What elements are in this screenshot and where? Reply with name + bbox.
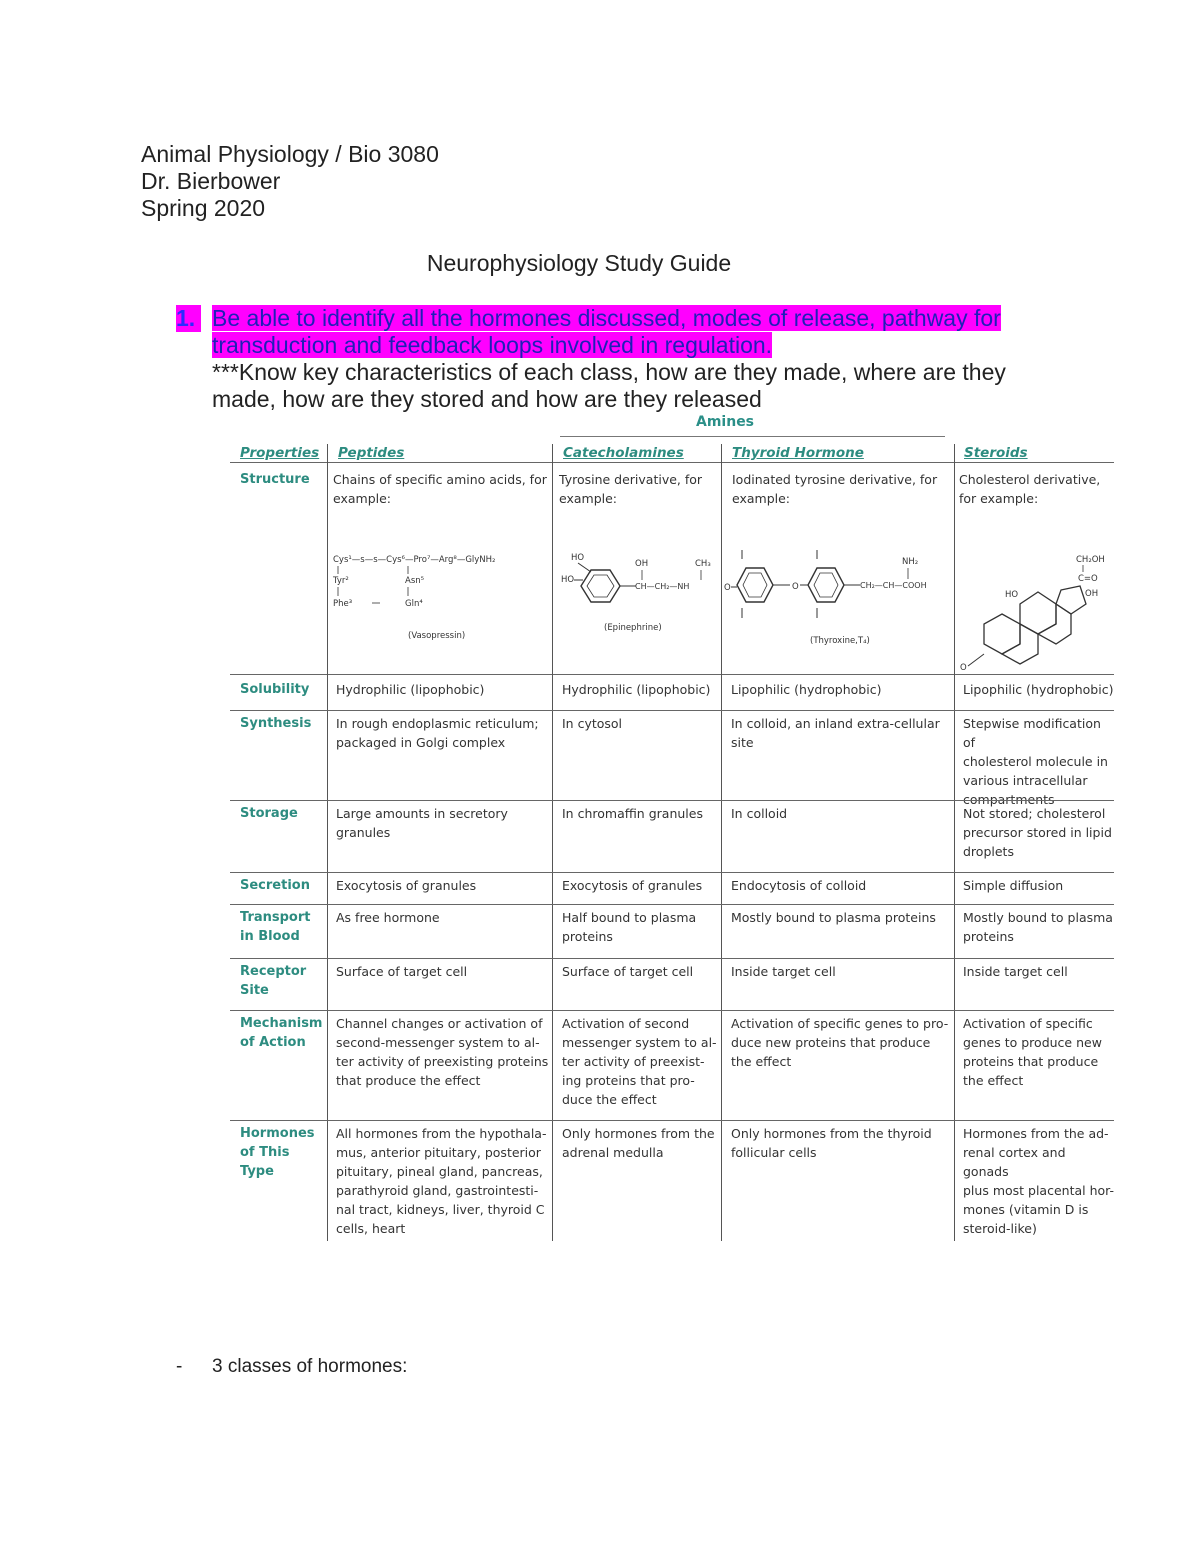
bullet-dash: - — [176, 1356, 183, 1377]
cell-line: the effect — [963, 1073, 1024, 1088]
question-number: 1. — [176, 305, 201, 332]
cell-line: Activation of specific genes to pro- — [731, 1016, 949, 1031]
cell-line: Exocytosis of granules — [562, 878, 703, 893]
row-rule — [230, 904, 1114, 905]
table-row — [230, 876, 1114, 904]
cell-line: Mostly bound to plasma — [963, 910, 1113, 925]
cell-line: cholesterol molecule in — [963, 754, 1108, 769]
table-row — [230, 962, 1114, 1010]
cell-steroids — [963, 962, 1068, 981]
cell-line: that produce the effect — [336, 1073, 481, 1088]
amines-group-rule — [560, 436, 945, 437]
cell-line: Activation of specific — [963, 1016, 1093, 1031]
row-label-line: Site — [240, 983, 269, 998]
cell-catecholamines — [562, 804, 703, 823]
cell-line: Inside target cell — [731, 964, 836, 979]
row-label-line: Synthesis — [240, 716, 312, 731]
row-label — [240, 908, 310, 946]
header-thyroid: Thyroid Hormone — [732, 445, 864, 461]
cell-line: adrenal medulla — [562, 1145, 664, 1160]
cell-line: droplets — [963, 844, 1014, 859]
cell-steroids — [963, 804, 1112, 861]
structure-peptides — [333, 470, 548, 508]
cell-line: In colloid, an inland extra-cellular — [731, 716, 940, 731]
row-label-line: in Blood — [240, 929, 300, 944]
cort-ho: HO — [1005, 590, 1019, 600]
cell-peptides — [336, 1124, 546, 1238]
cell-catecholamines — [562, 908, 696, 946]
table-row-structure — [230, 470, 1114, 675]
header-steroids: Steroids — [964, 445, 1028, 461]
structure-thyroid — [732, 470, 957, 508]
cell-line: proteins — [963, 929, 1014, 944]
cell-peptides — [336, 680, 484, 699]
row-label-line: of This — [240, 1145, 290, 1160]
cell-line: Hormones from the ad- — [963, 1126, 1109, 1141]
row-rule — [230, 1010, 1114, 1011]
cell-line: genes to produce new — [963, 1035, 1102, 1050]
cell-line: parathyroid gland, gastrointesti- — [336, 1183, 539, 1198]
header-peptides: Peptides — [338, 445, 405, 461]
cell-steroids — [963, 1124, 1114, 1238]
cell-line: Exocytosis of granules — [336, 878, 477, 893]
cell-line: steroid-like) — [963, 1221, 1037, 1236]
cell-steroids — [963, 876, 1063, 895]
cell-line: Not stored; cholesterol — [963, 806, 1106, 821]
cell-peptides — [336, 804, 508, 842]
epi-ho-top: HO — [571, 553, 585, 563]
cell-peptides — [336, 714, 539, 752]
cell-line: Lipophilic (hydrophobic) — [963, 682, 1114, 697]
cell-catecholamines — [562, 680, 710, 699]
cort-o: O — [960, 663, 967, 673]
cell-line: Half bound to plasma — [562, 910, 697, 925]
epinephrine-caption: (Epinephrine) — [604, 623, 662, 633]
cell-line: follicular cells — [731, 1145, 817, 1160]
cell-thyroid — [731, 680, 881, 699]
cell-line: Surface of target cell — [336, 964, 468, 979]
cell-line: Mostly bound to plasma proteins — [731, 910, 936, 925]
cell-line: nal tract, kidneys, liver, thyroid C — [336, 1202, 545, 1217]
highlighted-text-line-1: Be able to identify all the hormones discussed, modes of release, pathway for — [212, 305, 1001, 331]
epinephrine-structure — [558, 550, 723, 650]
cell-line: plus most placental hor- — [963, 1183, 1115, 1198]
cell-line: Endocytosis of colloid — [731, 878, 867, 893]
thyroxine-caption: (Thyroxine,T₄) — [810, 636, 870, 646]
cell-line: Simple diffusion — [963, 878, 1064, 893]
row-rule — [230, 958, 1114, 959]
structure-thyroid-line: Iodinated tyrosine derivative, for — [732, 472, 938, 487]
cell-line: mones (vitamin D is — [963, 1202, 1089, 1217]
cell-line: pituitary, pineal gland, pancreas, — [336, 1164, 543, 1179]
row-rule — [230, 1120, 1114, 1121]
row-label-line: Solubility — [240, 682, 310, 697]
cort-ch2oh: CH₂OH — [1076, 555, 1105, 565]
structure-catecholamines-line: Tyrosine derivative, for — [559, 472, 703, 487]
cell-catecholamines — [562, 1124, 715, 1162]
cort-co: C=O — [1078, 574, 1098, 584]
cell-line: In colloid — [731, 806, 788, 821]
cell-line: proteins that produce — [963, 1054, 1099, 1069]
note-line-2: made, how are they stored and how are they released — [212, 386, 762, 412]
bullet-text: 3 classes of hormones: — [212, 1356, 408, 1377]
cell-line: As free hormone — [336, 910, 440, 925]
row-label-line: Receptor — [240, 964, 307, 979]
header-rule — [230, 462, 1114, 463]
cell-line: ing proteins that pro- — [562, 1073, 695, 1088]
cell-line: In chromaffin granules — [562, 806, 703, 821]
cell-steroids — [963, 714, 1114, 809]
header-catecholamines: Catecholamines — [563, 445, 684, 461]
page-title: Neurophysiology Study Guide — [426, 250, 732, 276]
row-label — [240, 1124, 315, 1181]
peptide-tyr: Tyr² — [333, 576, 349, 586]
vasopressin-caption: (Vasopressin) — [408, 631, 466, 641]
cell-thyroid — [731, 1124, 932, 1162]
peptide-phe: Phe³ — [333, 599, 353, 609]
cell-line: compartments — [963, 792, 1055, 807]
thy-chain: CH₂—CH—COOH — [860, 581, 927, 590]
row-label — [240, 876, 310, 895]
cell-steroids — [963, 680, 1113, 699]
row-rule — [230, 872, 1114, 873]
cell-line: Channel changes or activation of — [336, 1016, 543, 1031]
cell-line: proteins — [562, 929, 613, 944]
cell-thyroid — [731, 908, 936, 927]
instructor-name: Dr. Bierbower — [141, 168, 281, 194]
cell-thyroid — [731, 1014, 948, 1071]
thy-o-bridge: O — [792, 582, 799, 592]
cell-line: second-messenger system to al- — [336, 1035, 540, 1050]
epi-ho-left: HO — [561, 575, 575, 585]
peptide-asn: Asn⁵ — [405, 576, 425, 586]
structure-steroids-line: Cholesterol derivative, — [959, 472, 1101, 487]
structure-catecholamines-line: example: — [559, 491, 618, 506]
cell-thyroid — [731, 714, 940, 752]
table-row — [230, 1124, 1114, 1252]
cell-line: Activation of second — [562, 1016, 690, 1031]
row-label — [240, 680, 309, 699]
row-label-line: of Action — [240, 1035, 306, 1050]
cell-steroids — [963, 1014, 1102, 1090]
cell-peptides — [336, 1014, 548, 1090]
cell-line: cells, heart — [336, 1221, 406, 1236]
cell-line: Inside target cell — [963, 964, 1068, 979]
row-label — [240, 1014, 322, 1052]
cell-line: mus, anterior pituitary, posterior — [336, 1145, 541, 1160]
row-rule — [230, 800, 1114, 801]
structure-steroids — [959, 470, 1114, 508]
cell-peptides — [336, 962, 467, 981]
cell-line: Stepwise modification of — [963, 716, 1101, 750]
cell-thyroid — [731, 804, 787, 823]
amines-group-label: Amines — [696, 414, 755, 430]
row-label-line: Storage — [240, 806, 298, 821]
cell-line: In cytosol — [562, 716, 623, 731]
peptide-chain-text: Cys¹—s—s—Cys⁶—Pro⁷—Arg⁸—GlyNH₂ — [333, 555, 496, 565]
row-label-line: Secretion — [240, 878, 310, 893]
cell-line: precursor stored in lipid — [963, 825, 1112, 840]
cell-thyroid — [731, 962, 836, 981]
cell-line: renal cortex and gonads — [963, 1145, 1066, 1179]
cell-catecholamines — [562, 1014, 717, 1109]
cell-thyroid — [731, 876, 866, 895]
row-label-line: Hormones — [240, 1126, 315, 1141]
cell-line: various intracellular — [963, 773, 1088, 788]
course-name: Animal Physiology / Bio 3080 — [141, 141, 439, 167]
cell-catecholamines — [562, 962, 693, 981]
cell-line: In rough endoplasmic reticulum; — [336, 716, 539, 731]
cell-line: Surface of target cell — [562, 964, 694, 979]
cell-peptides — [336, 876, 476, 895]
cell-steroids — [963, 908, 1113, 946]
highlighted-text-line-2: transduction and feedback loops involved in regulation. — [212, 332, 773, 358]
cell-line: Hydrophilic (lipophobic) — [562, 682, 711, 697]
table-row — [230, 804, 1114, 872]
cell-line: duce the effect — [562, 1092, 657, 1107]
row-label-line: Mechanism — [240, 1016, 323, 1031]
cell-line: All hormones from the hypothala- — [336, 1126, 547, 1141]
cell-line: messenger system to al- — [562, 1035, 717, 1050]
cort-oh: OH — [1085, 589, 1099, 599]
cell-line: duce new proteins that produce — [731, 1035, 931, 1050]
cell-line: ter activity of preexisting proteins — [336, 1054, 549, 1069]
row-rule — [230, 710, 1114, 711]
structure-peptides-line: example: — [333, 491, 392, 506]
cortisol-structure — [958, 550, 1114, 675]
table-row — [230, 1014, 1114, 1120]
structure-peptides-line: Chains of specific amino acids, for — [333, 472, 547, 487]
cell-catecholamines — [562, 714, 622, 733]
epi-chain: CH—CH₂—NH — [635, 582, 690, 591]
table-row — [230, 680, 1114, 710]
thy-o-left: O — [724, 583, 731, 593]
cell-line: the effect — [731, 1054, 792, 1069]
row-label-line: Type — [240, 1164, 274, 1179]
cell-line: Hydrophilic (lipophobic) — [336, 682, 485, 697]
cell-line: granules — [336, 825, 391, 840]
thy-nh2: NH₂ — [902, 557, 919, 567]
thyroxine-structure — [722, 550, 962, 660]
peptide-gln: Gln⁴ — [405, 599, 423, 609]
row-label-line: Transport — [240, 910, 311, 925]
structure-row-rule — [230, 674, 1114, 675]
cell-line: packaged in Golgi complex — [336, 735, 506, 750]
structure-thyroid-line: example: — [732, 491, 791, 506]
row-label-structure: Structure — [240, 472, 310, 487]
vasopressin-structure — [330, 550, 550, 650]
row-label — [240, 962, 306, 1000]
term: Spring 2020 — [141, 195, 266, 221]
cell-catecholamines — [562, 876, 702, 895]
cell-line: Only hormones from the thyroid — [731, 1126, 932, 1141]
header-properties: Properties — [240, 445, 320, 461]
cell-line: ter activity of preexist- — [562, 1054, 705, 1069]
table-row — [230, 714, 1114, 807]
cell-line: Only hormones from the — [562, 1126, 715, 1141]
cell-peptides — [336, 908, 440, 927]
cell-line: Large amounts in secretory — [336, 806, 508, 821]
row-label — [240, 804, 298, 823]
epi-oh: OH — [635, 559, 649, 569]
structure-steroids-line: for example: — [959, 491, 1039, 506]
row-label — [240, 714, 311, 733]
table-row — [230, 908, 1114, 958]
note-line-1: ***Know key characteristics of each class, how are they made, where are they — [212, 359, 1006, 385]
document-header — [141, 141, 439, 222]
epi-ch3: CH₃ — [695, 559, 711, 569]
cell-line: Lipophilic (hydrophobic) — [731, 682, 882, 697]
structure-catecholamines — [559, 470, 719, 508]
cell-line: site — [731, 735, 754, 750]
